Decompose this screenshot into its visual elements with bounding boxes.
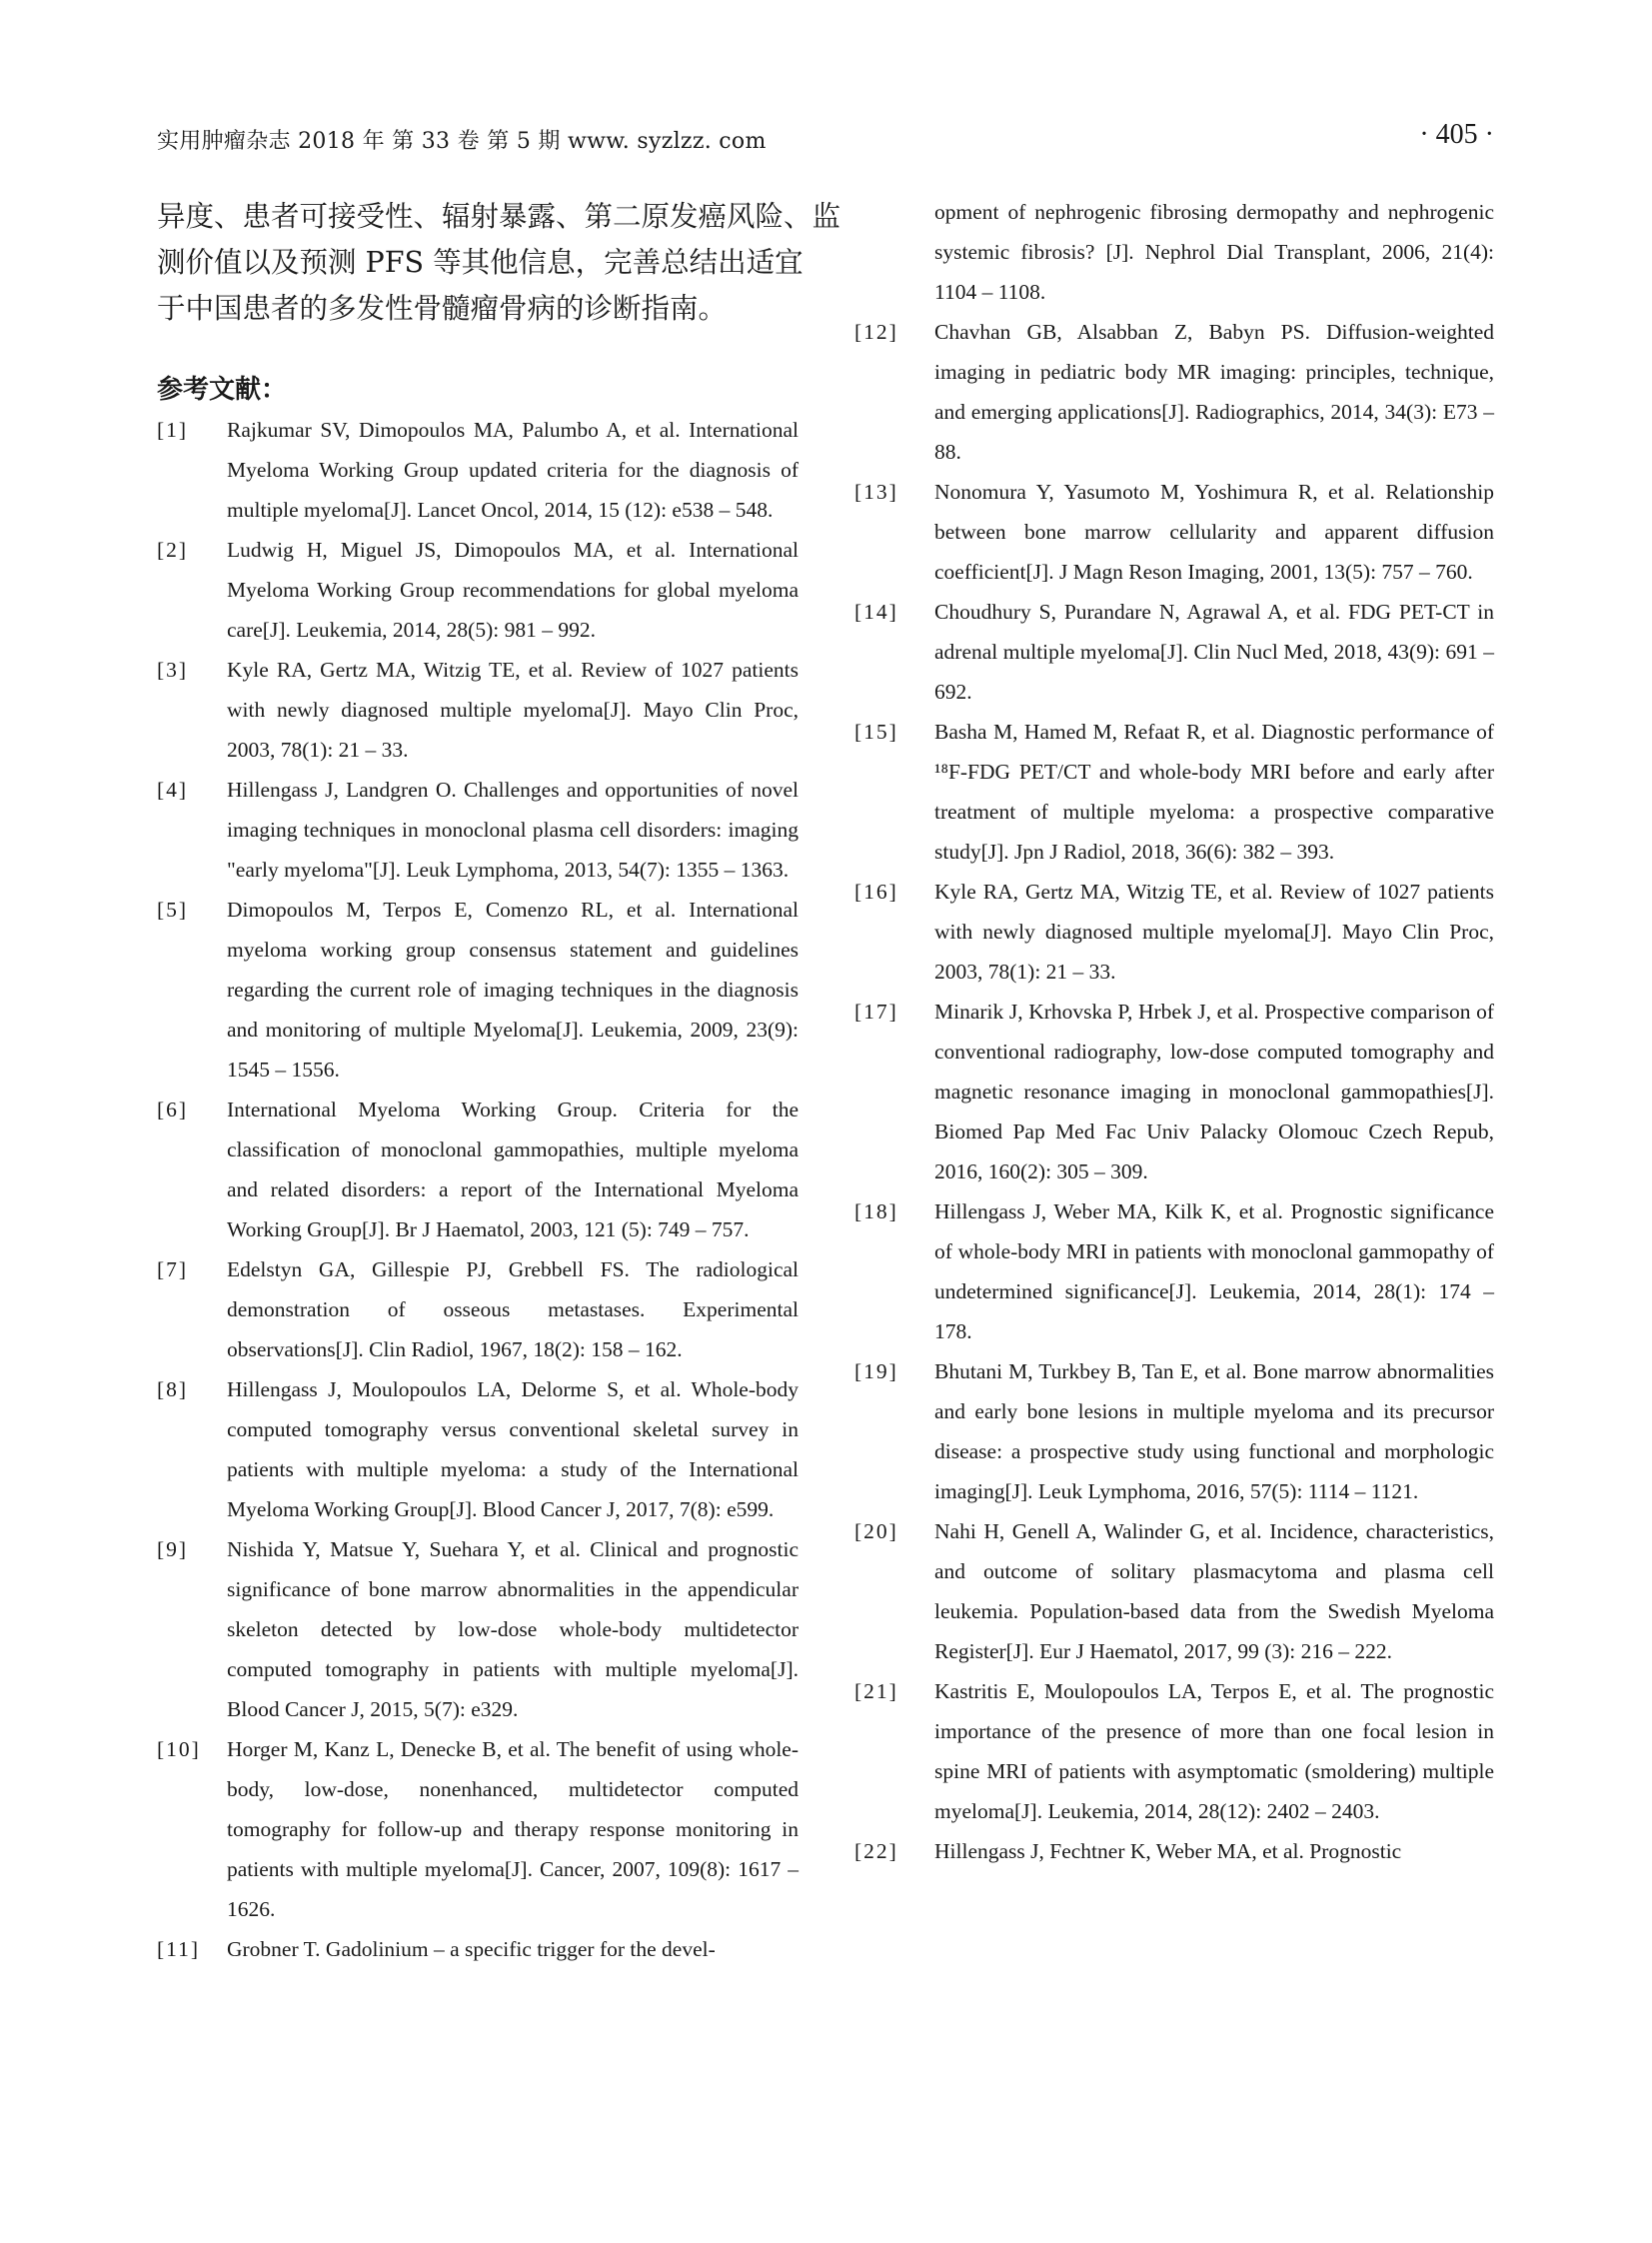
references-list-left <box>157 410 799 1969</box>
reference-item <box>854 472 1494 592</box>
reference-number: [21] <box>854 1679 898 1703</box>
reference-item <box>157 1090 799 1249</box>
reference-item <box>854 872 1494 992</box>
reference-text: Kyle RA, Gertz MA, Witzig TE, et al. Review of 1027 patients with newly diagnosed multiple myeloma[J]. Mayo Clin Proc, 2003, 78(1): 21 – 33. <box>934 880 1494 984</box>
reference-item <box>157 770 799 890</box>
reference-number: [1] <box>157 418 189 442</box>
reference-text: Hillengass J, Weber MA, Kilk K, et al. Prognostic significance of whole-body MRI in patients with monoclonal gammopathy of undetermined significance[J]. Leukemia, 2014, 28(1): 174 – 178. <box>934 1199 1494 1343</box>
reference-item <box>157 410 799 530</box>
reference-text: Nonomura Y, Yasumoto M, Yoshimura R, et al. Relationship between bone marrow cellularity and apparent diffusion coefficient[J]. J Magn Reson Imaging, 2001, 13(5): 757 – 760. <box>934 480 1494 584</box>
reference-item <box>854 992 1494 1191</box>
reference-number: [5] <box>157 898 189 922</box>
reference-item <box>854 1671 1494 1831</box>
reference-number: [2] <box>157 538 189 562</box>
reference-text: Ludwig H, Miguel JS, Dimopoulos MA, et al. International Myeloma Working Group recommendations for global myeloma care[J]. Leukemia, 2014, 28(5): 981 – 992. <box>227 538 799 642</box>
reference-item <box>157 530 799 650</box>
references-title: 参考文献： <box>157 375 288 405</box>
body-line-2: 测价值以及预测 PFS 等其他信息，完善总结出适宜 <box>157 246 804 279</box>
references-list-right <box>854 312 1494 1871</box>
reference-number: [19] <box>854 1359 898 1383</box>
left-column <box>157 194 841 1969</box>
reference-number: [9] <box>157 1537 189 1561</box>
reference-number: [10] <box>157 1737 201 1761</box>
body-line-3: 于中国患者的多发性骨髓瘤骨病的诊断指南。 <box>157 292 728 325</box>
reference-number: [4] <box>157 778 189 802</box>
reference-text: Kyle RA, Gertz MA, Witzig TE, et al. Review of 1027 patients with newly diagnosed multiple myeloma[J]. Mayo Clin Proc, 2003, 78(1): 21 – 33. <box>227 658 799 762</box>
reference-text: Hillengass J, Fechtner K, Weber MA, et al. Prognostic <box>934 1839 1402 1863</box>
reference-text: Nahi H, Genell A, Walinder G, et al. Incidence, characteristics, and outcome of solitary plasmacytoma and plasma cell leukemia. Population-based data from the Swedish Myeloma Register[J]. Eur J Haematol, 2017, 99 (3): 216 – 222. <box>934 1519 1494 1663</box>
reference-item <box>157 1369 799 1529</box>
reference-text: Choudhury S, Purandare N, Agrawal A, et al. FDG PET-CT in adrenal multiple myeloma[J]. Clin Nucl Med, 2018, 43(9): 691 – 692. <box>934 600 1494 704</box>
reference-item <box>854 1831 1494 1871</box>
reference-number: [22] <box>854 1839 898 1863</box>
reference-item <box>157 1529 799 1729</box>
reference-item <box>854 1191 1494 1351</box>
body-line-1: 异度、患者可接受性、辐射暴露、第二原发癌风险、监 <box>157 200 841 233</box>
reference-number: [6] <box>157 1098 189 1122</box>
reference-item <box>854 1511 1494 1671</box>
reference-text: Horger M, Kanz L, Denecke B, et al. The benefit of using whole-body, low-dose, nonenhanced, multidetector computed tomography for follow-up and therapy response monitoring in patients with multiple myeloma[J]. Cancer, 2007, 109(8): 1617 – 1626. <box>227 1737 799 1921</box>
reference-text: Kastritis E, Moulopoulos LA, Terpos E, et al. The prognostic importance of the presence of more than one focal lesion in spine MRI of patients with asymptomatic (smoldering) multiple myeloma[J]. Leukemia, 2014, 28(12): 2402 – 2403. <box>934 1679 1494 1823</box>
reference-item <box>157 1729 799 1929</box>
reference-text: Hillengass J, Landgren O. Challenges and opportunities of novel imaging techniques in monoclonal plasma cell disorders: imaging "early myeloma"[J]. Leuk Lymphoma, 2013, 54(7): 1355 – 1363. <box>227 778 799 882</box>
right-column <box>854 192 1494 1871</box>
reference-number: [8] <box>157 1377 189 1401</box>
reference-item <box>854 712 1494 872</box>
reference-text: International Myeloma Working Group. Criteria for the classification of monoclonal gammopathies, multiple myeloma and related disorders: a report of the International Myeloma Working Group[J]. Br J Haematol, 2003, 121 (5): 749 – 757. <box>227 1098 799 1241</box>
reference-number: [11] <box>157 1937 201 1961</box>
reference-text: Nishida Y, Matsue Y, Suehara Y, et al. Clinical and prognostic significance of bone marrow abnormalities in the appendicular skeleton detected by low-dose whole-body multidetector computed tomography in patients with multiple myeloma[J]. Blood Cancer J, 2015, 5(7): e329. <box>227 1537 799 1721</box>
reference-item <box>157 1929 799 1969</box>
reference-item <box>157 1249 799 1369</box>
journal-header: 实用肿瘤杂志 2018 年 第 33 卷 第 5 期 www. syzlzz. com <box>157 129 767 154</box>
reference-number: [3] <box>157 658 189 682</box>
reference-number: [7] <box>157 1257 189 1281</box>
reference-number: [15] <box>854 720 898 744</box>
reference-item <box>157 890 799 1090</box>
reference-text: Dimopoulos M, Terpos E, Comenzo RL, et al. International myeloma working group consensus statement and guidelines regarding the current role of imaging techniques in the diagnosis and monitoring of multiple Myeloma[J]. Leukemia, 2009, 23(9): 1545 – 1556. <box>227 898 799 1082</box>
reference-text: Bhutani M, Turkbey B, Tan E, et al. Bone marrow abnormalities and early bone lesions in multiple myeloma and its precursor disease: a prospective study using functional and morphologic imaging[J]. Leuk Lymphoma, 2016, 57(5): 1114 – 1121. <box>934 1359 1494 1503</box>
reference-text: Basha M, Hamed M, Refaat R, et al. Diagnostic performance of ¹⁸F-FDG PET/CT and whole-body MRI before and early after treatment of multiple myeloma: a prospective comparative study[J]. Jpn J Radiol, 2018, 36(6): 382 – 393. <box>934 720 1494 864</box>
reference-item <box>157 650 799 770</box>
reference-text: Minarik J, Krhovska P, Hrbek J, et al. Prospective comparison of conventional radiography, low-dose computed tomography and magnetic resonance imaging in monoclonal gammopathies[J]. Biomed Pap Med Fac Univ Palacky Olomouc Czech Repub, 2016, 160(2): 305 – 309. <box>934 1000 1494 1183</box>
reference-number: [13] <box>854 480 898 504</box>
reference-number: [20] <box>854 1519 898 1543</box>
reference-number: [16] <box>854 880 898 904</box>
reference-text: Grobner T. Gadolinium – a specific trigger for the devel- <box>227 1937 716 1961</box>
reference-number: [12] <box>854 320 898 344</box>
reference-number: [18] <box>854 1199 898 1223</box>
reference-item <box>854 1351 1494 1511</box>
reference-text: Hillengass J, Moulopoulos LA, Delorme S, et al. Whole-body computed tomography versus conventional skeletal survey in patients with multiple myeloma: a study of the International Myeloma Working Group[J]. Blood Cancer J, 2017, 7(8): e599. <box>227 1377 799 1521</box>
reference-number: [17] <box>854 1000 898 1024</box>
reference-text: Chavhan GB, Alsabban Z, Babyn PS. Diffusion-weighted imaging in pediatric body MR imaging: principles, technique, and emerging applications[J]. Radiographics, 2014, 34(3): E73 – 88. <box>934 320 1494 464</box>
reference-text: Edelstyn GA, Gillespie PJ, Grebbell FS. The radiological demonstration of osseous metastases. Experimental observations[J]. Clin Radiol, 1967, 18(2): 158 – 162. <box>227 1257 799 1361</box>
reference-continuation: opment of nephrogenic fibrosing dermopathy and nephrogenic systemic fibrosis? [J]. Nephrol Dial Transplant, 2006, 21(4): 1104 – 1108. <box>934 200 1494 304</box>
reference-text: Rajkumar SV, Dimopoulos MA, Palumbo A, et al. International Myeloma Working Group updated criteria for the diagnosis of multiple myeloma[J]. Lancet Oncol, 2014, 15 (12): e538 – 548. <box>227 418 799 522</box>
reference-item <box>854 592 1494 712</box>
page-number: · 405 · <box>1419 119 1494 150</box>
reference-number: [14] <box>854 600 898 624</box>
reference-item <box>854 312 1494 472</box>
